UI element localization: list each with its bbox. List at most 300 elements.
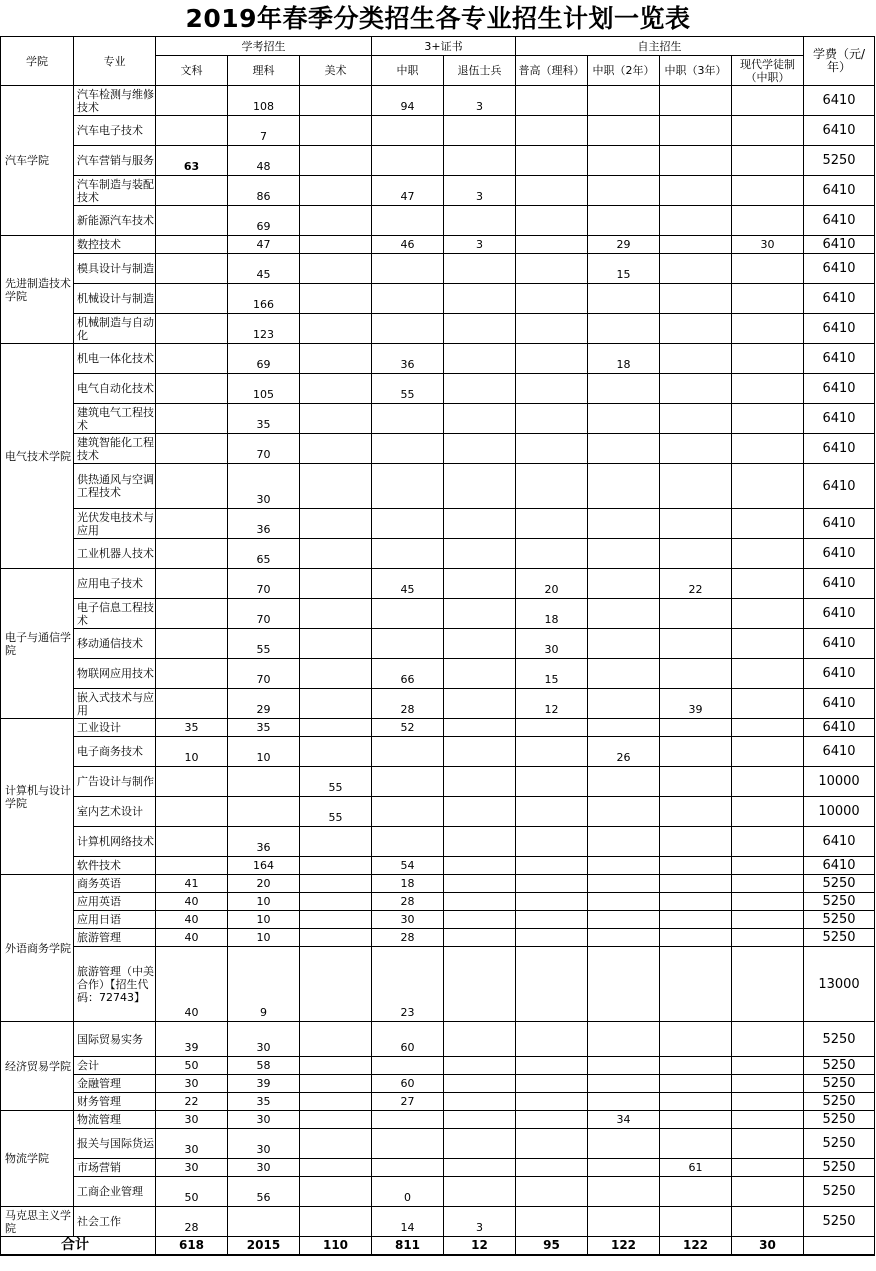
plan-count-cell xyxy=(732,1022,804,1057)
plan-count-cell xyxy=(660,857,732,875)
plan-count-cell xyxy=(300,1129,372,1159)
plan-count-cell xyxy=(588,569,660,599)
fee-cell: 6410 xyxy=(804,539,875,569)
plan-count-cell xyxy=(444,629,516,659)
plan-count-cell xyxy=(300,1075,372,1093)
plan-count-cell xyxy=(732,599,804,629)
plan-count-cell: 20 xyxy=(228,875,300,893)
plan-count-cell xyxy=(732,1093,804,1111)
plan-count-cell xyxy=(300,1111,372,1129)
plan-count-cell xyxy=(588,404,660,434)
plan-count-cell xyxy=(372,599,444,629)
plan-count-cell xyxy=(444,947,516,1022)
plan-count-cell xyxy=(516,911,588,929)
plan-count-cell xyxy=(156,344,228,374)
plan-count-cell: 39 xyxy=(156,1022,228,1057)
plan-count-cell xyxy=(516,86,588,116)
fee-cell: 6410 xyxy=(804,464,875,509)
plan-count-cell: 60 xyxy=(372,1075,444,1093)
plan-count-cell xyxy=(660,659,732,689)
plan-count-cell xyxy=(516,947,588,1022)
plan-count-cell xyxy=(444,374,516,404)
plan-count-cell: 36 xyxy=(372,344,444,374)
plan-count-cell xyxy=(516,284,588,314)
plan-count-cell xyxy=(300,236,372,254)
plan-count-cell: 35 xyxy=(228,1093,300,1111)
plan-count-cell: 45 xyxy=(228,254,300,284)
plan-count-cell xyxy=(660,539,732,569)
plan-count-cell xyxy=(300,737,372,767)
plan-count-cell xyxy=(516,464,588,509)
table-row xyxy=(1,146,875,176)
plan-count-cell xyxy=(300,947,372,1022)
plan-count-cell xyxy=(156,404,228,434)
plan-count-cell xyxy=(300,911,372,929)
plan-count-cell: 56 xyxy=(228,1177,300,1207)
major-name: 计算机网络技术 xyxy=(74,827,156,857)
plan-count-cell xyxy=(372,827,444,857)
plan-count-cell xyxy=(372,1057,444,1075)
plan-count-cell: 70 xyxy=(228,569,300,599)
plan-count-cell: 50 xyxy=(156,1177,228,1207)
plan-count-cell xyxy=(660,1177,732,1207)
plan-count-cell xyxy=(732,374,804,404)
plan-count-cell xyxy=(660,206,732,236)
plan-count-cell xyxy=(732,1159,804,1177)
plan-count-cell xyxy=(300,659,372,689)
table-row xyxy=(1,374,875,404)
plan-count-cell xyxy=(660,599,732,629)
major-name: 应用日语 xyxy=(74,911,156,929)
major-name: 模具设计与制造 xyxy=(74,254,156,284)
fee-cell: 6410 xyxy=(804,344,875,374)
plan-count-cell: 30 xyxy=(156,1111,228,1129)
total-cell: 122 xyxy=(660,1237,732,1255)
plan-count-cell: 10 xyxy=(228,929,300,947)
plan-count-cell xyxy=(516,737,588,767)
college-name: 电气技术学院 xyxy=(1,344,74,569)
header-sub: 中职（2年） xyxy=(588,56,660,86)
plan-count-cell xyxy=(156,86,228,116)
plan-count-cell xyxy=(444,569,516,599)
plan-count-cell: 28 xyxy=(372,929,444,947)
college-name: 外语商务学院 xyxy=(1,875,74,1022)
plan-count-cell xyxy=(732,464,804,509)
plan-count-cell: 10 xyxy=(156,737,228,767)
plan-count-cell xyxy=(660,719,732,737)
plan-count-cell: 30 xyxy=(732,236,804,254)
plan-count-cell xyxy=(588,947,660,1022)
page-title: 2019年春季分类招生各专业招生计划一览表 xyxy=(185,4,691,33)
table-row xyxy=(1,314,875,344)
plan-count-cell xyxy=(660,1093,732,1111)
fee-cell: 10000 xyxy=(804,797,875,827)
plan-count-cell xyxy=(228,1207,300,1237)
plan-count-cell: 40 xyxy=(156,911,228,929)
plan-count-cell xyxy=(444,434,516,464)
plan-count-cell xyxy=(732,929,804,947)
plan-count-cell xyxy=(444,599,516,629)
plan-count-cell xyxy=(444,1111,516,1129)
fee-cell: 5250 xyxy=(804,1057,875,1075)
major-name: 供热通风与空调工程技术 xyxy=(74,464,156,509)
plan-count-cell xyxy=(660,509,732,539)
college-name: 马克思主义学院 xyxy=(1,1207,74,1237)
plan-count-cell: 22 xyxy=(156,1093,228,1111)
table-row xyxy=(1,659,875,689)
plan-count-cell xyxy=(588,1075,660,1093)
major-name: 电气自动化技术 xyxy=(74,374,156,404)
major-name: 旅游管理 xyxy=(74,929,156,947)
plan-count-cell: 94 xyxy=(372,86,444,116)
plan-count-cell xyxy=(444,875,516,893)
plan-count-cell xyxy=(444,827,516,857)
header-sub: 理科 xyxy=(228,56,300,86)
plan-count-cell xyxy=(588,284,660,314)
plan-count-cell xyxy=(516,929,588,947)
plan-count-cell xyxy=(516,1093,588,1111)
plan-count-cell xyxy=(156,797,228,827)
plan-count-cell xyxy=(516,539,588,569)
plan-count-cell xyxy=(588,206,660,236)
plan-count-cell xyxy=(732,797,804,827)
plan-count-cell xyxy=(300,1207,372,1237)
plan-count-cell xyxy=(372,629,444,659)
major-name: 汽车电子技术 xyxy=(74,116,156,146)
plan-count-cell xyxy=(156,689,228,719)
plan-count-cell xyxy=(732,284,804,314)
table-row xyxy=(1,1093,875,1111)
table-row xyxy=(1,1022,875,1057)
plan-count-cell xyxy=(444,767,516,797)
plan-count-cell xyxy=(660,374,732,404)
plan-count-cell xyxy=(372,314,444,344)
plan-count-cell xyxy=(588,86,660,116)
fee-cell: 6410 xyxy=(804,569,875,599)
fee-cell: 5250 xyxy=(804,875,875,893)
plan-count-cell xyxy=(516,875,588,893)
plan-count-cell xyxy=(732,116,804,146)
plan-count-cell xyxy=(588,827,660,857)
plan-count-cell xyxy=(300,827,372,857)
plan-count-cell: 40 xyxy=(156,929,228,947)
plan-count-cell xyxy=(516,374,588,404)
header-sub: 普高（理科） xyxy=(516,56,588,86)
plan-count-cell: 69 xyxy=(228,206,300,236)
fee-cell: 6410 xyxy=(804,719,875,737)
plan-count-cell xyxy=(660,1075,732,1093)
plan-count-cell xyxy=(444,314,516,344)
plan-count-cell xyxy=(444,893,516,911)
table-row xyxy=(1,629,875,659)
plan-count-cell xyxy=(156,116,228,146)
fee-cell: 6410 xyxy=(804,116,875,146)
major-name: 机械设计与制造 xyxy=(74,284,156,314)
fee-cell: 6410 xyxy=(804,176,875,206)
plan-count-cell xyxy=(588,1129,660,1159)
plan-count-cell: 35 xyxy=(228,404,300,434)
plan-count-cell xyxy=(660,314,732,344)
major-name: 机电一体化技术 xyxy=(74,344,156,374)
college-name: 计算机与设计学院 xyxy=(1,719,74,875)
plan-count-cell xyxy=(444,719,516,737)
table-row xyxy=(1,404,875,434)
plan-count-cell xyxy=(516,1177,588,1207)
plan-count-cell xyxy=(156,434,228,464)
plan-count-cell xyxy=(372,284,444,314)
plan-count-cell xyxy=(732,911,804,929)
plan-count-cell xyxy=(156,569,228,599)
plan-count-cell xyxy=(516,254,588,284)
plan-count-cell: 26 xyxy=(588,737,660,767)
plan-count-cell xyxy=(300,719,372,737)
plan-count-cell xyxy=(588,797,660,827)
plan-count-cell xyxy=(660,236,732,254)
plan-count-cell xyxy=(300,893,372,911)
plan-count-cell: 45 xyxy=(372,569,444,599)
plan-count-cell xyxy=(300,569,372,599)
plan-count-cell xyxy=(588,767,660,797)
plan-count-cell xyxy=(372,404,444,434)
plan-count-cell xyxy=(300,146,372,176)
plan-count-cell xyxy=(444,1129,516,1159)
plan-count-cell xyxy=(588,659,660,689)
plan-count-cell xyxy=(588,1177,660,1207)
table-row xyxy=(1,1111,875,1129)
plan-count-cell: 41 xyxy=(156,875,228,893)
plan-count-cell: 164 xyxy=(228,857,300,875)
major-name: 应用英语 xyxy=(74,893,156,911)
plan-count-cell: 66 xyxy=(372,659,444,689)
plan-count-cell xyxy=(300,1022,372,1057)
plan-count-cell: 50 xyxy=(156,1057,228,1075)
major-name: 应用电子技术 xyxy=(74,569,156,599)
table-row xyxy=(1,719,875,737)
plan-count-cell xyxy=(372,509,444,539)
plan-count-cell xyxy=(660,146,732,176)
major-name: 工业设计 xyxy=(74,719,156,737)
table-row xyxy=(1,1075,875,1093)
major-name: 移动通信技术 xyxy=(74,629,156,659)
major-name: 市场营销 xyxy=(74,1159,156,1177)
plan-count-cell xyxy=(660,86,732,116)
fee-cell: 5250 xyxy=(804,1093,875,1111)
plan-count-cell xyxy=(372,254,444,284)
table-row xyxy=(1,1159,875,1177)
plan-count-cell: 58 xyxy=(228,1057,300,1075)
fee-cell: 5250 xyxy=(804,1022,875,1057)
fee-cell: 6410 xyxy=(804,629,875,659)
fee-cell: 6410 xyxy=(804,827,875,857)
plan-count-cell: 166 xyxy=(228,284,300,314)
major-name: 汽车营销与服务 xyxy=(74,146,156,176)
plan-count-cell xyxy=(444,929,516,947)
plan-count-cell xyxy=(516,797,588,827)
table-row xyxy=(1,569,875,599)
college-name: 先进制造技术学院 xyxy=(1,236,74,344)
fee-cell: 6410 xyxy=(804,737,875,767)
plan-count-cell xyxy=(444,797,516,827)
plan-count-cell: 22 xyxy=(660,569,732,599)
plan-count-cell xyxy=(732,1207,804,1237)
plan-count-cell: 18 xyxy=(516,599,588,629)
plan-count-cell xyxy=(300,176,372,206)
major-name: 建筑电气工程技术 xyxy=(74,404,156,434)
plan-count-cell xyxy=(660,893,732,911)
plan-count-cell xyxy=(444,116,516,146)
fee-cell: 6410 xyxy=(804,659,875,689)
table-row xyxy=(1,236,875,254)
fee-cell: 6410 xyxy=(804,599,875,629)
fee-cell: 6410 xyxy=(804,254,875,284)
fee-cell: 6410 xyxy=(804,509,875,539)
plan-count-cell xyxy=(156,206,228,236)
plan-count-cell xyxy=(588,464,660,509)
major-name: 光伏发电技术与应用 xyxy=(74,509,156,539)
plan-count-cell xyxy=(588,146,660,176)
plan-count-cell xyxy=(660,1057,732,1075)
plan-count-cell xyxy=(228,767,300,797)
major-name: 数控技术 xyxy=(74,236,156,254)
plan-count-cell xyxy=(588,911,660,929)
plan-count-cell xyxy=(300,1093,372,1111)
major-name: 嵌入式技术与应用 xyxy=(74,689,156,719)
plan-count-cell: 20 xyxy=(516,569,588,599)
plan-count-cell xyxy=(444,1159,516,1177)
plan-count-cell: 15 xyxy=(516,659,588,689)
header-sub: 美术 xyxy=(300,56,372,86)
college-name: 物流学院 xyxy=(1,1111,74,1207)
plan-count-cell: 69 xyxy=(228,344,300,374)
plan-count-cell xyxy=(660,1207,732,1237)
header-sub: 退伍士兵 xyxy=(444,56,516,86)
total-cell: 95 xyxy=(516,1237,588,1255)
major-name: 金融管理 xyxy=(74,1075,156,1093)
table-row xyxy=(1,1177,875,1207)
college-name: 汽车学院 xyxy=(1,86,74,236)
plan-count-cell xyxy=(588,1207,660,1237)
plan-count-cell: 3 xyxy=(444,176,516,206)
plan-count-cell xyxy=(732,146,804,176)
plan-count-cell xyxy=(444,1022,516,1057)
fee-cell: 5250 xyxy=(804,1177,875,1207)
plan-count-cell xyxy=(516,857,588,875)
plan-count-cell: 14 xyxy=(372,1207,444,1237)
college-name: 经济贸易学院 xyxy=(1,1022,74,1111)
plan-count-cell xyxy=(660,767,732,797)
plan-count-cell xyxy=(300,857,372,875)
plan-count-cell xyxy=(660,827,732,857)
plan-count-cell xyxy=(660,875,732,893)
plan-count-cell xyxy=(660,929,732,947)
plan-count-cell xyxy=(156,509,228,539)
fee-cell: 6410 xyxy=(804,236,875,254)
table-row xyxy=(1,344,875,374)
header-group-xuekao: 学考招生 xyxy=(156,37,372,56)
fee-cell: 6410 xyxy=(804,374,875,404)
table-row xyxy=(1,599,875,629)
plan-count-cell xyxy=(660,284,732,314)
plan-count-cell xyxy=(444,659,516,689)
table-row xyxy=(1,689,875,719)
plan-count-cell xyxy=(732,569,804,599)
table-row xyxy=(1,284,875,314)
plan-count-cell xyxy=(588,599,660,629)
fee-cell: 5250 xyxy=(804,911,875,929)
fee-cell: 5250 xyxy=(804,1159,875,1177)
plan-count-cell xyxy=(372,737,444,767)
enrollment-plan-table xyxy=(0,36,875,1256)
plan-count-cell: 10 xyxy=(228,911,300,929)
plan-count-cell: 30 xyxy=(156,1159,228,1177)
plan-count-cell: 18 xyxy=(372,875,444,893)
plan-count-cell xyxy=(660,1022,732,1057)
fee-cell: 5250 xyxy=(804,1075,875,1093)
plan-count-cell xyxy=(300,875,372,893)
plan-count-cell xyxy=(300,374,372,404)
plan-count-cell: 30 xyxy=(228,464,300,509)
plan-count-cell xyxy=(732,509,804,539)
plan-count-cell xyxy=(732,1075,804,1093)
fee-cell: 6410 xyxy=(804,404,875,434)
plan-count-cell xyxy=(588,1022,660,1057)
total-cell: 811 xyxy=(372,1237,444,1255)
plan-count-cell xyxy=(516,1129,588,1159)
plan-count-cell xyxy=(156,767,228,797)
table-row xyxy=(1,539,875,569)
plan-count-cell xyxy=(156,539,228,569)
table-body xyxy=(1,37,875,1255)
table-row xyxy=(1,827,875,857)
plan-count-cell xyxy=(156,599,228,629)
plan-count-cell xyxy=(516,1159,588,1177)
header-fee: 学费（元/年） xyxy=(804,37,875,86)
plan-count-cell: 28 xyxy=(372,689,444,719)
plan-count-cell xyxy=(444,1093,516,1111)
plan-count-cell xyxy=(588,434,660,464)
college-name: 电子与通信学院 xyxy=(1,569,74,719)
fee-cell: 6410 xyxy=(804,314,875,344)
plan-count-cell: 27 xyxy=(372,1093,444,1111)
major-name: 新能源汽车技术 xyxy=(74,206,156,236)
total-row xyxy=(1,1237,875,1255)
plan-count-cell xyxy=(732,1177,804,1207)
plan-count-cell: 34 xyxy=(588,1111,660,1129)
plan-count-cell: 18 xyxy=(588,344,660,374)
plan-count-cell: 30 xyxy=(372,911,444,929)
plan-count-cell xyxy=(516,116,588,146)
table-row xyxy=(1,86,875,116)
major-name: 建筑智能化工程技术 xyxy=(74,434,156,464)
plan-count-cell xyxy=(660,464,732,509)
total-cell: 122 xyxy=(588,1237,660,1255)
plan-count-cell: 15 xyxy=(588,254,660,284)
fee-cell: 5250 xyxy=(804,929,875,947)
plan-count-cell: 39 xyxy=(228,1075,300,1093)
plan-count-cell xyxy=(516,1111,588,1129)
plan-count-cell: 46 xyxy=(372,236,444,254)
plan-count-cell xyxy=(300,929,372,947)
plan-count-cell xyxy=(660,629,732,659)
plan-count-cell xyxy=(516,1207,588,1237)
fee-cell: 6410 xyxy=(804,206,875,236)
plan-count-cell xyxy=(300,344,372,374)
plan-count-cell: 30 xyxy=(156,1075,228,1093)
plan-count-cell xyxy=(516,206,588,236)
plan-count-cell xyxy=(588,929,660,947)
major-name: 工商企业管理 xyxy=(74,1177,156,1207)
plan-count-cell: 86 xyxy=(228,176,300,206)
